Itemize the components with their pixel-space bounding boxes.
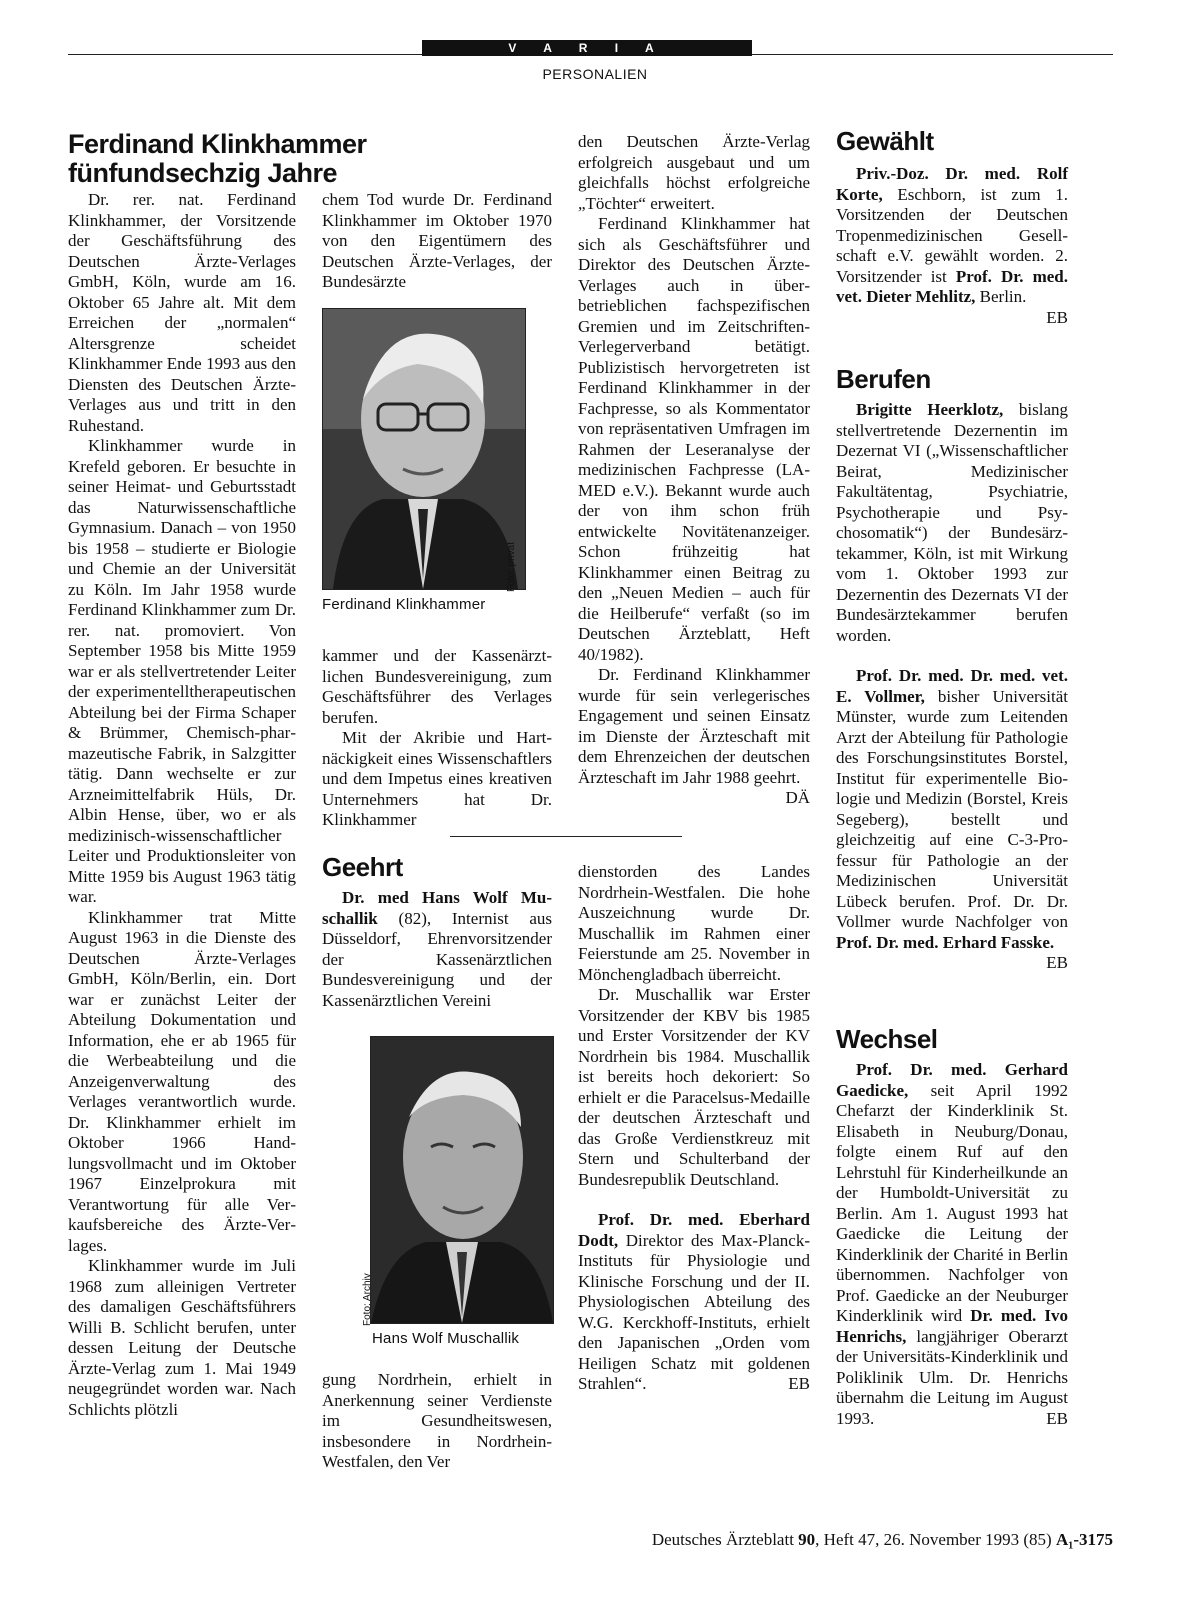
geehrt-column-2-top: Dr. med Hans Wolf Muschallik (82), Internist aus Düsseldorf, Ehrenvorsitzender der Kassenärztlichen Bundesvereinigung und der Kassenärztlichen Vereini xyxy=(322,888,552,1010)
article1-column-3 xyxy=(578,132,810,809)
signature-eb: EB xyxy=(788,1374,810,1393)
article1-paragraph: Klinkhammer wurde im Juli 1968 zum alleinigen Vertreter des damaligen Geschäftsführers Willi B. Schlicht berufen, unter dessen Leitung der Deutsche Ärzte-Verlag zum 1. Mai 1949 neugegründet worden war. Nach Schlichts plötzli xyxy=(68,1256,296,1419)
article1-paragraph: Klinkhammer trat Mitte August 1963 in die Dienste des Deutschen Ärzte-Verlages GmbH, Köln/Berlin, ein. Dort war er zunächst Leiter der Abteilung Dokumentation und Information, ehe er ab 1965 für die Werbeabteilung und die Anzeigenverwaltung des Verlages verantwortlich wurde. Dr. Klinkhammer erhielt im Oktober 1966 Handlungsvollmacht und im Oktober 1967 Einzelprokura mit Verantwortung für alle Verkaufsbereiche des Ärzte-Verlages. xyxy=(68,907,296,1255)
person-name: Prof. Dr. med. vet. Dieter Mehlitz, xyxy=(836,266,1068,306)
signature-da: DÄ xyxy=(785,788,810,807)
section-divider xyxy=(450,836,682,837)
article1-paragraph: Klinkhammer wurde in Krefeld geboren. Er besuchte in seiner Heimat- und Geburtsstadt das Naturwissenschaftliche Gymnasium. Danach – von 1950 bis 1958 – studierte er Biologie und Chemie an der Universität zu Köln. Im Jahr 1958 wurde Ferdinand Klinkhammer zum Dr. rer. nat. promoviert. Von September 1958 bis Mitte 1959 war er als stellvertretender Leiter der experimentelltherapeutischen Abteilung bei der Firma Schaper & Brümmer, Chemisch-pharmazeutische Fabrik, in Salzgitter tätig. Dann wechselte er zur Arzneimittelfabrik Hüls, Dr. Albin Hense, über, wo er als medizinisch-wissenschaftlicher Leiter und Produktionsleiter von Mitte 1959 bis August 1963 tätig war. xyxy=(68,436,296,906)
article1-paragraph: chem Tod wurde Dr. Ferdinand Klinkhammer im Oktober 1970 von den Eigentümern des Deutschen Ärzte-Verlages, der Bundesärzte xyxy=(322,190,552,291)
signature-eb: EB xyxy=(1046,1408,1068,1428)
article1-paragraph: den Deutschen Ärzte-Verlag erfolgreich ausgebaut und um gleichfalls höchst erfolgreiche „Töchter“ erweitert. xyxy=(578,132,810,213)
portrait-klinkhammer-icon xyxy=(323,309,525,589)
person-name: Prof. Dr. med. Dr. med. vet. E. Vollmer, xyxy=(836,666,1068,706)
heading-berufen: Berufen xyxy=(836,364,931,394)
article1-column-1 xyxy=(68,190,296,1420)
article-title-klinkhammer: Ferdinand Klinkhammer fünfundsechzig Jahre xyxy=(68,129,367,188)
photo-muschallik xyxy=(370,1036,554,1324)
geehrt-column-3: dienstorden des Landes Nordrhein-Westfalen. Die hohe Auszeichnung wurde Dr. Muschallik im Rahmen einer Feierstunde am 25. November in Mönchengladbach überreicht. Dr. Muschallik war Erster Vorsitzender der KBV bis 1985 und Erster Vorsitzender der KV Nordrhein bis 1984. Muschallik ist bereits hoch dekoriert: So erhielt er die Paracelsus-Medaille der deutschen Ärzteschaft und das Große Verdienstkreuz mit Stern und Schulterband der Bundesrepublik Deutschland. Prof. Dr. med. Eberhard Dodt, Direktor des Max-Planck-Instituts für Physiologie und Klinische Forschung und der II. Physiologischen Abteilung des W.G. Kerckhoff-Instituts, erhielt den Japanischen „Orden vom Heiligen Schatz mit goldenen Strahlen“. EB xyxy=(578,862,810,1393)
person-name: Prof. Dr. med. Gerhard Gaedicke, xyxy=(836,1060,1068,1100)
wechsel-text: Prof. Dr. med. Gerhard Gaedicke, seit April 1992 Chefarzt der Kinderklinik St. Elisabeth in Neuburg/Donau, folgte einem Ruf auf den Lehrstuhl für Kinderheilkunde an der Humboldt-Universität zu Berlin. Am 1. August 1993 hat Gaedicke die Leitung der Kinderklinik der Charité in Berlin übernommen. Nachfolger von Prof. Gaedicke an der Neuburger Kinderklinik wird Dr. med. Ivo Henrichs, langjähriger Oberarzt der Universitäts-Kinderklinik und Poliklinik Ulm. Dr. Henrichs übernahm die Leitung im August 1993. EB xyxy=(836,1060,1068,1428)
article1-column-2-top xyxy=(322,190,552,293)
person-name: Prof. Dr. med. Eberhard Dodt, xyxy=(578,1210,810,1250)
signature-eb: EB xyxy=(1046,953,1068,972)
article1-paragraph: Ferdinand Klinkhammer hat sich als Geschäftsführer und Direktor des Deutschen Ärzte-Verlages auch in überbetrieblichen fachspezifischen Gremien und im Zeitschriften-Verlegerverband betätigt. Publizistisch hervorgetreten ist Ferdinand Klinkhammer in der Fachpresse, so als Kommentator von repräsentativen Umfragen im Rahmen der Leseranalyse der medizinischen Fachpresse (LA-MED e.V.). Bekannt wurde auch der von ihm schon früh entwickelte Novitätenanzeiger. Schon frühzeitig hat Klinkhammer einen Beitrag zu den „Neuen Medien – auch für die Heilberufe“ verfaßt (so im Deutschen Ärzteblatt, Heft 40/1982). xyxy=(578,214,810,664)
article1-paragraph: Mit der Akribie und Hartnäckigkeit eines Wissenschaftlers und dem Impetus eines kreativen Unternehmers hat Dr. Klinkhammer xyxy=(322,728,552,829)
heading-gewaehlt: Gewählt xyxy=(836,126,934,156)
photo-credit-archiv: Foto: Archiv xyxy=(362,1273,373,1326)
gewaehlt-text: Priv.-Doz. Dr. med. Rolf Korte, Eschborn, ist zum 1. Vorsitzenden der Deutschen Tropenmedizinischen Gesellschaft e.V. gewählt worden. 2. Vorsitzender ist Prof. Dr. med. vet. Dieter Mehlitz, Berlin. EB xyxy=(836,164,1068,327)
page-footer: Deutsches Ärzteblatt 90, Heft 47, 26. November 1993 (85) A₁-3175 xyxy=(651,1530,1113,1549)
article1-paragraph: Dr. Ferdinand Klinkhammer wurde für sein verlegerisches Engagement und seinen Einsatz im Dienste der Ärzteschaft mit dem Ehrenzeichen der deutschen Ärzteschaft im Jahr 1988 geehrt. DÄ xyxy=(578,665,810,807)
photo-caption-muschallik: Hans Wolf Muschallik xyxy=(372,1330,520,1347)
geehrt-column-2-bottom: gung Nordrhein, erhielt in Anerkennung seiner Verdienste im Gesundheitswesen, insbesondere in Nordrhein-Westfalen, den Ver xyxy=(322,1370,552,1471)
portrait-muschallik-icon xyxy=(371,1037,553,1323)
article1-paragraph: Dr. rer. nat. Ferdinand Klinkhammer, der Vorsitzende der Geschäftsführung des Deutschen Ärzte-Verlages GmbH, Köln, wurde am 16. Oktober 65 Jahre alt. Mit dem Erreichen der „normalen“ Altersgrenze scheidet Klinkhammer Ende 1993 aus den Diensten des Deutschen Ärzte-Verlages aus und tritt in den Ruhestand. xyxy=(68,190,296,435)
heading-geehrt: Geehrt xyxy=(322,852,403,882)
person-name: Priv.-Doz. Dr. med. Rolf Korte, xyxy=(836,164,1068,204)
signature-eb: EB xyxy=(1046,307,1068,327)
subsection-label: PERSONALIEN xyxy=(542,66,648,82)
page-number: A₁-3175 xyxy=(1055,1530,1113,1549)
person-name: Dr. med. Ivo Henrichs, xyxy=(836,1306,1068,1346)
article1-column-2-bottom xyxy=(322,646,552,831)
person-name: Dr. med Hans Wolf Muschallik xyxy=(322,888,552,928)
berufen-text: Brigitte Heerklotz, bislang stellvertretende Dezernentin im Dezernat VI („Wissenschaftlicher Beirat, Medizinischer Fakultätentag, Psychiatrie, Psychotherapie und Psychosomatik“) der Bundesärztekammer, Köln, ist mit Wirkung vom 1. Oktober 1993 zur Dezernentin des Dezernats VI der Bundesärztekammer berufen worden. Prof. Dr. med. Dr. med. vet. E. Vollmer, bisher Universität Münster, wurde zum Leitenden Arzt der Abteilung für Pathologie des Forschungsinstitutes Borstel, Institut für experimentelle Biologie und Medizin (Borstel, Kreis Segeberg), bestellt und gleichzeitig auf eine C-3-Professur für Pathologie an der Medizinischen Universität Lübeck berufen. Prof. Dr. Dr. Vollmer wurde Nachfolger von Prof. Dr. med. Erhard Fasske. EB xyxy=(836,400,1068,972)
photo-credit-privat: Foto: privat xyxy=(506,541,517,592)
photo-caption-klinkhammer: Ferdinand Klinkhammer xyxy=(322,596,486,613)
article1-paragraph: kammer und der Kassenärztlichen Bundesvereinigung, zum Geschäftsführer des Verlages berufen. xyxy=(322,646,552,727)
photo-klinkhammer xyxy=(322,308,526,590)
person-name: Prof. Dr. med. Erhard Fasske. xyxy=(836,932,1055,952)
heading-wechsel: Wechsel xyxy=(836,1024,938,1054)
section-label: V A R I A xyxy=(422,40,752,56)
person-name: Brigitte Heerklotz, xyxy=(856,400,1004,419)
